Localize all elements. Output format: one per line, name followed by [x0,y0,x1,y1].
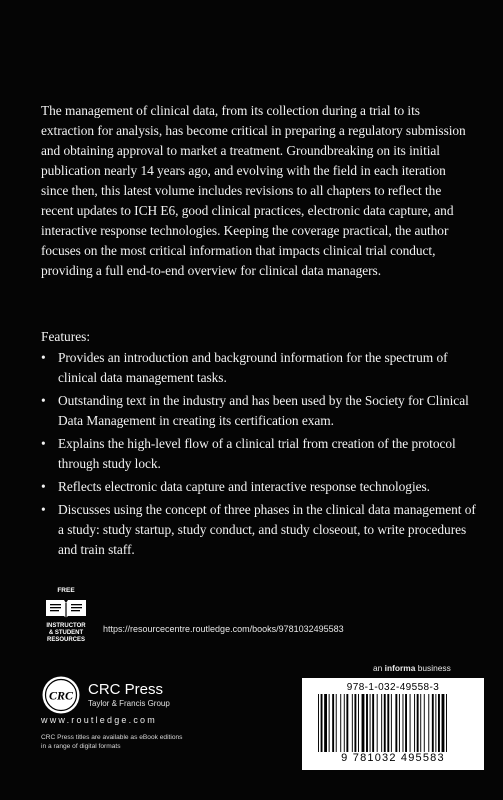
barcode-bar [377,694,378,752]
instructor-resources-badge[interactable] [38,587,94,659]
ebook-note: CRC Press titles are available as eBook editions in a range of digital formats [41,734,183,750]
feature-item [41,500,481,560]
barcode-bar [324,694,327,752]
bullet-icon: • [41,479,46,494]
badge-line: INSTRUCTOR [46,623,86,629]
description-paragraph: The management of clinical data, from its collection during a trial to its extraction for analysis, has become critical in preparing a regulatory submission and obtaining approval to market a treatment. Groundbreaking on its initial publication nearly 14 years ago, and evolving with the field in each iteration since then, this latest volume includes revisions to all chapters to reflect the recent updates to ICH E6, good clinical practices, electronic data capture, and interactive response technologies. Keeping the coverage practical, the author focuses on the most critical information that impacts clinical trial conduct, providing a full end-to-end overview for clinical data managers. [41,103,466,278]
badge-free-label: FREE [57,587,75,594]
barcode-bar [321,694,323,752]
bullet-icon: • [41,350,46,365]
feature-text: Outstanding text in the industry and has been used by the Society for Clinical Data Management in creating its certification exam. [58,393,469,428]
barcode-bar [387,694,389,752]
feature-text: Discusses using the concept of three phases in the clinical data management of a study: study startup, study conduct, and study closeout, to write procedures and train staff. [58,502,476,557]
publisher-group: Taylor & Francis Group [88,699,170,708]
barcode-bar [381,694,382,752]
isbn-barcode [302,678,484,770]
barcode-bar [346,694,348,752]
feature-text: Reflects electronic data capture and interactive response technologies. [58,479,430,494]
barcode-bar [399,694,400,752]
bullet-icon: • [41,393,46,408]
feature-item [41,348,481,388]
crc-logo-text: CRC [48,688,74,703]
feature-text: Explains the high-level flow of a clinical trial from creation of the protocol through study lock. [58,436,456,471]
barcode-bar [336,694,337,752]
publisher-website[interactable]: www.routledge.com [41,715,157,725]
barcode-bar [442,694,445,752]
barcode-bar [384,694,386,752]
bullet-icon: • [41,502,46,517]
barcode-bar [366,694,368,752]
barcode-bar [417,694,419,752]
barcode-bar [410,694,411,752]
barcode-bar [435,694,436,752]
barcode-bar [446,694,447,752]
barcode-bar [395,694,397,752]
barcode-bar [362,694,365,752]
feature-text: Provides an introduction and background information for the spectrum of clinical data management tasks. [58,350,448,385]
barcode-bar [420,694,421,752]
barcode-bar [438,694,440,752]
barcode-bar [344,694,345,752]
isbn-digits: 9 781032 495583 [341,752,445,764]
badge-line: RESOURCES [46,637,85,643]
barcode-bar [370,694,371,752]
barcode-bar [391,694,392,752]
description-block [41,101,473,281]
crc-press-logo [41,675,81,715]
publisher-name: CRC Press [88,681,164,698]
features-list [41,348,481,563]
barcode-bar [372,694,374,752]
informa-tagline: an informa business [373,663,451,673]
barcode-bar [340,694,341,752]
barcode-bar [332,694,334,752]
barcode-bar [329,694,330,752]
barcode-bar [354,694,356,752]
barcode-bar [428,694,429,752]
informa-brand: informa [384,663,416,673]
barcode-bar [424,694,425,752]
bullet-icon: • [41,436,46,451]
barcode-bar [414,694,415,752]
barcode-bar [405,694,407,752]
barcode-bar [432,694,434,752]
barcode-bars [316,694,484,752]
feature-item [41,391,481,431]
feature-item [41,434,481,474]
barcode-bar [318,694,319,752]
open-book-icon [44,597,88,619]
barcode-bar [358,694,359,752]
resource-url-link[interactable]: https://resourcecentre.routledge.com/books/9781032495583 [103,624,344,634]
barcode-bar [403,694,404,752]
feature-item [41,477,481,497]
isbn-top-label: 978-1-032-49558-3 [346,682,440,693]
barcode-bar [352,694,353,752]
badge-line: & STUDENT [48,630,84,636]
features-heading: Features: [41,329,91,344]
